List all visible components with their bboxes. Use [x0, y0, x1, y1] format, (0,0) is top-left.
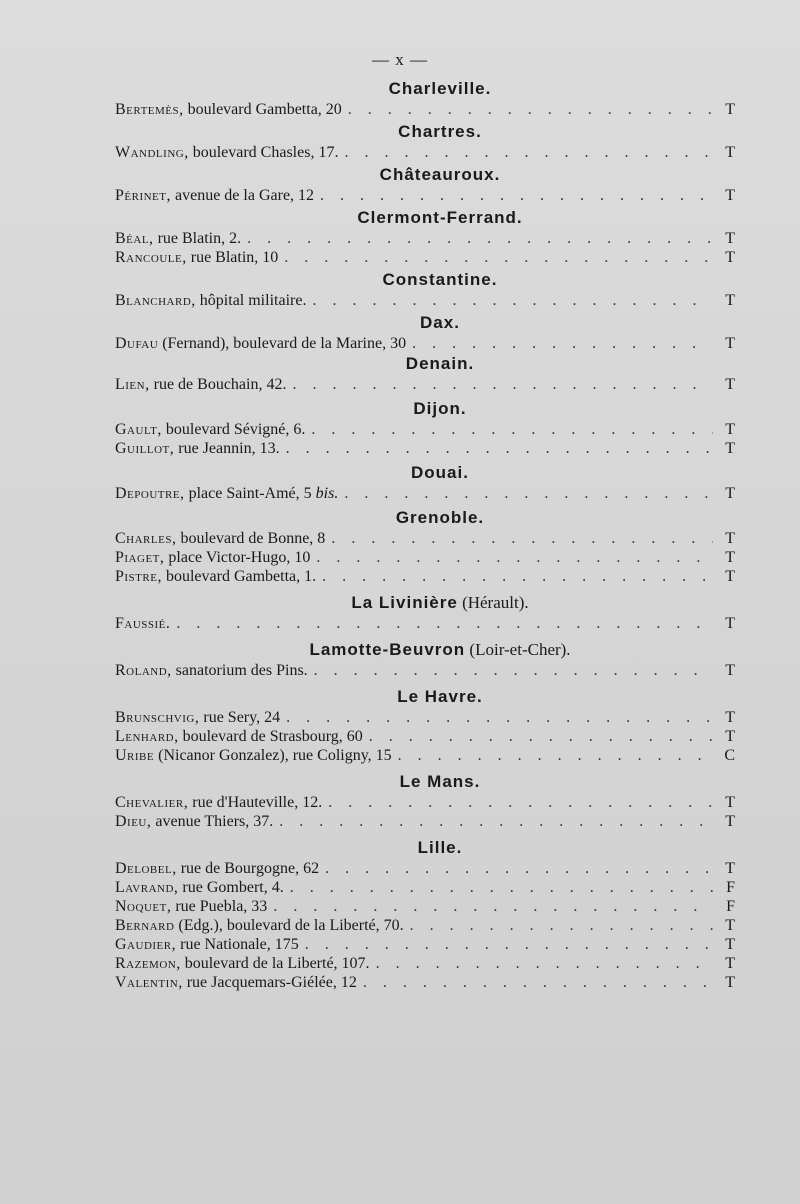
- directory-entry: [115, 143, 735, 162]
- entry-name: Périnet,: [115, 187, 171, 204]
- dot-leader: [286, 439, 713, 458]
- entry-address: rue Blatin, 10: [186, 249, 279, 266]
- city-heading: [115, 507, 735, 529]
- city-name: Charleville.: [388, 79, 492, 98]
- directory-entry: [115, 248, 735, 267]
- entry-name: Razemon,: [115, 955, 181, 972]
- city-heading: [115, 312, 735, 334]
- entry-name: Delobel,: [115, 860, 177, 877]
- entry-text: [115, 954, 370, 973]
- entry-address: boulevard Chasles, 17.: [188, 144, 339, 161]
- entry-name: Uribe: [115, 747, 155, 764]
- directory-entry: [115, 661, 735, 680]
- entry-name: Bertemès,: [115, 101, 184, 118]
- entry-address: place Saint-Amé, 5: [184, 485, 312, 502]
- entry-address: hôpital militaire.: [195, 292, 307, 309]
- entry-address: rue Sery, 24: [199, 709, 281, 726]
- city-heading: [115, 771, 735, 793]
- entry-code: T: [725, 662, 735, 679]
- entry-address: boulevard de la Liberté, 107.: [180, 955, 370, 972]
- dot-leader: [279, 812, 713, 831]
- entry-address: boulevard Sévigné, 6.: [161, 421, 306, 438]
- city-name: Lamotte-Beuvron: [309, 640, 466, 659]
- entry-name: Dufau: [115, 335, 159, 352]
- entry-text: [115, 746, 392, 765]
- entry-code: T: [725, 549, 735, 566]
- dot-leader: [398, 746, 713, 765]
- entry-address: rue de Bouchain, 42.: [149, 376, 287, 393]
- directory-entry: [115, 916, 735, 935]
- dot-leader: [247, 229, 713, 248]
- dot-leader: [316, 548, 713, 567]
- entry-code: T: [725, 485, 735, 502]
- city-name: Grenoble.: [395, 508, 485, 527]
- entry-name: Blanchard,: [115, 292, 196, 309]
- entry-code: T: [725, 335, 735, 352]
- entry-text: [115, 916, 404, 935]
- entry-name: Lenhard,: [115, 728, 179, 745]
- entry-code: T: [725, 709, 735, 726]
- dot-leader: [311, 420, 713, 439]
- entry-name: Bernard: [115, 917, 175, 934]
- entry-text: [115, 812, 273, 831]
- entry-name: Valentin,: [115, 974, 183, 991]
- entry-code: T: [725, 955, 735, 972]
- dot-leader: [328, 793, 713, 812]
- entry-name: Béal,: [115, 230, 154, 247]
- entry-text: [115, 375, 286, 394]
- directory-entry: [115, 812, 735, 831]
- city-name: Denain.: [405, 354, 475, 373]
- entry-name: Gaudier,: [115, 936, 177, 953]
- entry-text: [115, 708, 280, 727]
- entry-address: rue Jacquemars-Giélée, 12: [182, 974, 357, 991]
- directory-entry: [115, 727, 735, 746]
- entry-name: Noquet,: [115, 898, 172, 915]
- city-note: (Loir-et-Cher).: [465, 640, 571, 659]
- entry-code: T: [725, 421, 735, 438]
- entry-text: [115, 897, 267, 916]
- entry-address: rue Nationale, 175: [176, 936, 299, 953]
- entry-code: T: [725, 974, 735, 991]
- directory-entry: [115, 954, 735, 973]
- city-name: Dijon.: [413, 399, 467, 418]
- entry-code: F: [726, 879, 735, 896]
- entry-text: [115, 186, 314, 205]
- entry-code: T: [725, 249, 735, 266]
- entry-name: Piaget,: [115, 549, 165, 566]
- page-number: — x —: [372, 50, 428, 69]
- directory-entry: [115, 420, 735, 439]
- dot-leader: [410, 916, 713, 935]
- directory-entry: [115, 548, 735, 567]
- entry-code: T: [725, 860, 735, 877]
- entry-code: F: [726, 898, 735, 915]
- dot-leader: [290, 878, 713, 897]
- entry-address: sanatorium des Pins.: [171, 662, 308, 679]
- city-name: Clermont-Ferrand.: [357, 208, 523, 227]
- directory-entry: [115, 100, 735, 119]
- dot-leader: [292, 375, 713, 394]
- entry-code: T: [725, 230, 735, 247]
- entry-address: boulevard de Bonne, 8: [176, 530, 326, 547]
- entry-code: T: [725, 917, 735, 934]
- entry-code: T: [725, 728, 735, 745]
- entry-address: boulevard de Strasbourg, 60: [178, 728, 363, 745]
- entry-text: [115, 248, 278, 267]
- entry-address: (Edg.), boulevard de la Liberté, 70.: [174, 917, 404, 934]
- entry-text: [115, 420, 305, 439]
- directory-entry: [115, 229, 735, 248]
- entry-name: Brunschvig,: [115, 709, 200, 726]
- entry-address: avenue Thiers, 37.: [151, 813, 274, 830]
- dot-leader: [376, 954, 713, 973]
- entry-text: [115, 793, 322, 812]
- entry-name: Wandling,: [115, 144, 189, 161]
- dot-leader: [176, 614, 713, 633]
- entry-address: rue Jeannin, 13.: [174, 440, 280, 457]
- entry-text: [115, 859, 319, 878]
- entry-address: boulevard Gambetta, 1.: [161, 568, 317, 585]
- dot-leader: [412, 334, 713, 353]
- entry-code: T: [725, 936, 735, 953]
- directory-entry: [115, 186, 735, 205]
- city-name: La Livinière: [351, 593, 458, 612]
- entry-text: [115, 229, 241, 248]
- entry-text: [115, 439, 280, 458]
- directory-entry: [115, 529, 735, 548]
- entry-text: [115, 973, 357, 992]
- entry-text: [115, 661, 308, 680]
- directory-entry: [115, 708, 735, 727]
- entry-name: Gault,: [115, 421, 162, 438]
- entry-text: [115, 143, 338, 162]
- entry-address: rue Puebla, 33: [171, 898, 268, 915]
- dot-leader: [369, 727, 713, 746]
- entry-name: Dieu,: [115, 813, 152, 830]
- city-name: Le Havre.: [397, 687, 483, 706]
- directory-entry: [115, 484, 735, 503]
- entry-code: T: [725, 376, 735, 393]
- directory-entry: [115, 334, 735, 353]
- entry-name: Chevalier,: [115, 794, 189, 811]
- city-heading: [115, 837, 735, 859]
- entry-code: T: [725, 530, 735, 547]
- directory-list: [115, 78, 735, 992]
- directory-entry: [115, 614, 735, 633]
- entry-address: (Nicanor Gonzalez), rue Coligny, 15: [154, 747, 392, 764]
- dot-leader: [314, 661, 713, 680]
- entry-name: Lavrand,: [115, 879, 179, 896]
- entry-code: T: [725, 292, 735, 309]
- entry-text: [115, 291, 306, 310]
- entry-code: T: [725, 813, 735, 830]
- entry-address: avenue de la Gare, 12: [171, 187, 315, 204]
- directory-entry: [115, 878, 735, 897]
- directory-entry: [115, 897, 735, 916]
- directory-entry: [115, 935, 735, 954]
- city-heading: [115, 686, 735, 708]
- directory-entry: [115, 859, 735, 878]
- entry-text: [115, 484, 338, 503]
- directory-entry: [115, 567, 735, 586]
- dot-leader: [312, 291, 713, 310]
- entry-name: Guillot,: [115, 440, 175, 457]
- city-heading: [115, 269, 735, 291]
- entry-code: T: [725, 794, 735, 811]
- entry-address: (Fernand), boulevard de la Marine, 30: [158, 335, 407, 352]
- entry-name: Rancoule,: [115, 249, 187, 266]
- city-name: Châteauroux.: [379, 165, 501, 184]
- city-heading: [115, 78, 735, 100]
- dot-leader: [331, 529, 713, 548]
- dot-leader: [322, 567, 713, 586]
- entry-address-italic: bis.: [315, 485, 339, 502]
- entry-text: [115, 614, 170, 633]
- entry-address: rue Gombert, 4.: [178, 879, 284, 896]
- entry-name: Pistre,: [115, 568, 162, 585]
- dot-leader: [273, 897, 713, 916]
- city-name: Le Mans.: [399, 772, 481, 791]
- entry-code: T: [725, 101, 735, 118]
- entry-code: T: [725, 440, 735, 457]
- entry-text: [115, 334, 406, 353]
- entry-address: rue de Bourgogne, 62: [176, 860, 320, 877]
- entry-code: T: [725, 144, 735, 161]
- entry-text: [115, 878, 284, 897]
- city-heading: [115, 592, 735, 614]
- entry-name: Roland,: [115, 662, 172, 679]
- entry-address: place Victor-Hugo, 10: [164, 549, 311, 566]
- directory-entry: [115, 746, 735, 765]
- entry-code: T: [725, 615, 735, 632]
- entry-name: Lien,: [115, 376, 150, 393]
- entry-code: T: [725, 187, 735, 204]
- dot-leader: [286, 708, 713, 727]
- entry-address: rue Blatin, 2.: [153, 230, 242, 247]
- dot-leader: [325, 859, 713, 878]
- city-heading: [115, 462, 735, 484]
- entry-text: [115, 529, 325, 548]
- dot-leader: [320, 186, 713, 205]
- entry-name: Charles,: [115, 530, 177, 547]
- dot-leader: [284, 248, 713, 267]
- city-heading: [115, 207, 735, 229]
- city-name: Constantine.: [382, 270, 498, 289]
- city-heading: [115, 398, 735, 420]
- dot-leader: [344, 484, 713, 503]
- entry-name: Faussié.: [115, 615, 171, 632]
- dot-leader: [363, 973, 713, 992]
- city-heading: [115, 164, 735, 186]
- city-heading: [115, 121, 735, 143]
- entry-text: [115, 548, 310, 567]
- entry-address: rue d'Hauteville, 12.: [188, 794, 323, 811]
- entry-code: C: [724, 747, 735, 764]
- entry-code: T: [725, 568, 735, 585]
- city-name: Chartres.: [398, 122, 482, 141]
- city-name: Douai.: [411, 463, 469, 482]
- city-note: (Hérault).: [457, 593, 529, 612]
- directory-entry: [115, 439, 735, 458]
- city-name: Dax.: [420, 313, 460, 332]
- city-heading: [115, 353, 735, 375]
- entry-text: [115, 727, 363, 746]
- entry-name: Depoutre,: [115, 485, 185, 502]
- city-heading: [115, 639, 735, 661]
- directory-entry: [115, 793, 735, 812]
- entry-text: [115, 935, 299, 954]
- entry-text: [115, 567, 316, 586]
- directory-entry: [115, 291, 735, 310]
- dot-leader: [348, 100, 713, 119]
- dot-leader: [344, 143, 713, 162]
- entry-address: boulevard Gambetta, 20: [183, 101, 342, 118]
- directory-entry: [115, 973, 735, 992]
- dot-leader: [305, 935, 713, 954]
- city-name: Lille.: [417, 838, 463, 857]
- entry-text: [115, 100, 342, 119]
- directory-entry: [115, 375, 735, 394]
